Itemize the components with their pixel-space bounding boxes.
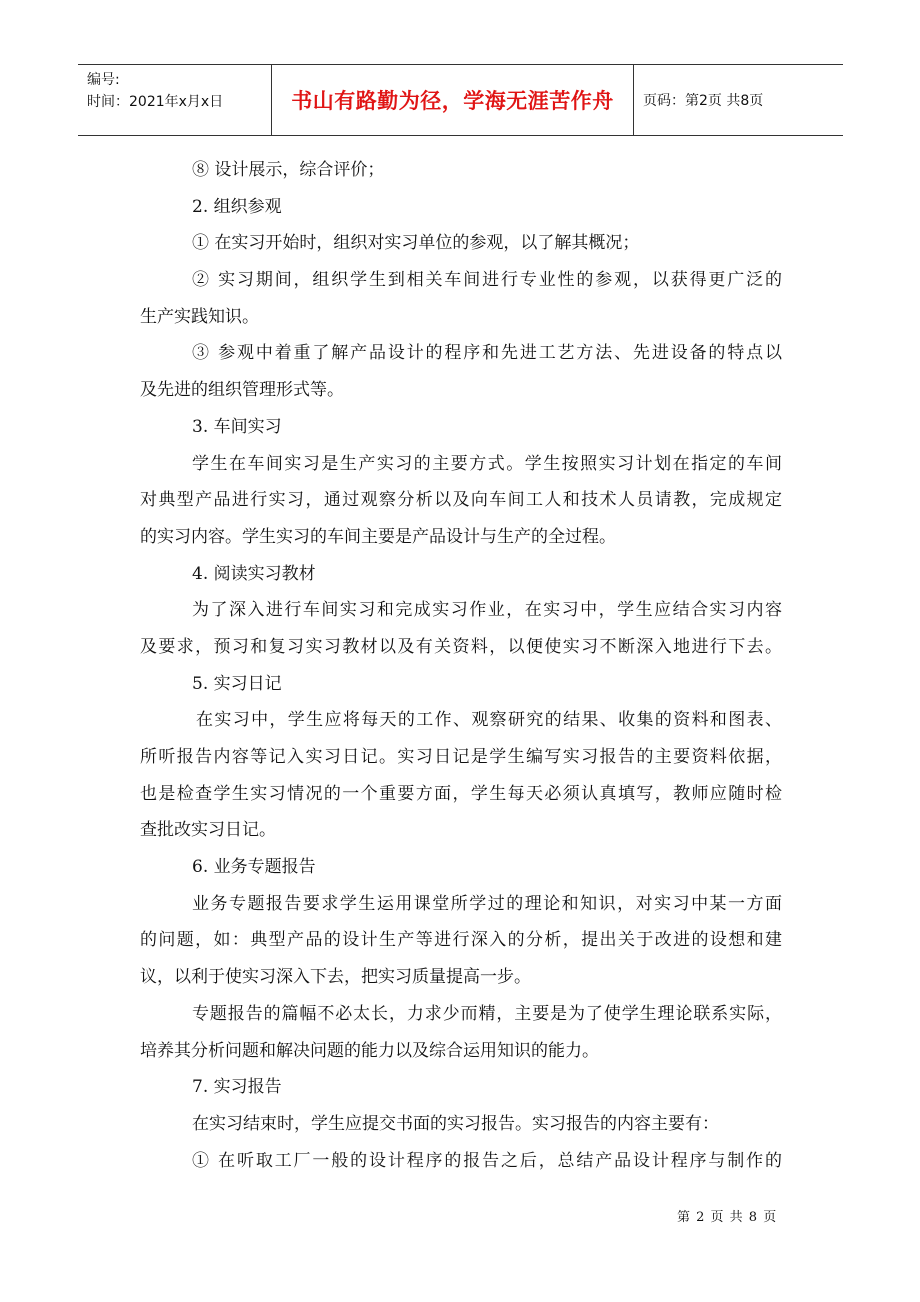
page-header	[78, 64, 843, 136]
section-heading: 7. 实习报告	[192, 1077, 282, 1098]
text-line: 培养其分析问题和解决问题的能力以及综合运用知识的能力。	[140, 1040, 599, 1061]
list-item: ① 在听取工厂一般的设计程序的报告之后，总结产品设计程序与制作的	[192, 1150, 782, 1171]
text-line: 及先进的组织管理形式等。	[140, 380, 344, 401]
header-motto-cell	[272, 65, 634, 135]
document-body	[140, 152, 782, 1179]
text-line: 也是检查学生实习情况的一个重要方面，学生每天必须认真填写，教师应随时检	[140, 783, 782, 804]
text-line: 的问题，如：典型产品的设计生产等进行深入的分析，提出关于改进的设想和建	[140, 930, 782, 951]
paragraph-line: 学生在车间实习是生产实习的主要方式。学生按照实习计划在指定的车间	[192, 453, 782, 474]
text-line: 所听报告内容等记入实习日记。实习日记是学生编写实习报告的主要资料依据，	[140, 747, 782, 767]
section-heading: 2. 组织参观	[192, 196, 282, 217]
text-line: 查批改实习日记。	[140, 820, 276, 841]
text-line: 对典型产品进行实习，通过观察分析以及向车间工人和技术人员请教，完成规定	[140, 490, 782, 511]
text-line: 及要求，预习和复习实习教材以及有关资料，以便使实习不断深入地进行下去。	[140, 636, 782, 657]
page-footer-number: 第 2 页 共 8 页	[677, 1210, 778, 1225]
section-heading: 5. 实习日记	[192, 673, 282, 694]
section-heading: 6. 业务专题报告	[192, 857, 316, 878]
header-page-label: 页码：第2页 共8页	[643, 93, 764, 109]
header-meta-cell	[78, 65, 272, 135]
paragraph-line: 为了深入进行车间实习和完成实习作业，在实习中，学生应结合实习内容	[192, 600, 782, 621]
paragraph-line: 业务专题报告要求学生运用课堂所学过的理论和知识，对实习中某一方面	[192, 893, 782, 914]
paragraph-line: 在实习中，学生应将每天的工作、观察研究的结果、收集的资料和图表、	[196, 710, 782, 731]
list-item: ① 在实习开始时，组织对实习单位的参观，以了解其概况；	[192, 233, 640, 254]
serial-number-label: 编号:	[87, 72, 120, 88]
header-page-cell	[634, 65, 843, 135]
header-motto: 书山有路勤为径，学海无涯苦作舟	[291, 89, 614, 113]
text-line: 议，以利于使实习深入下去，把实习质量提高一步。	[140, 967, 531, 988]
list-item: ⑧ 设计展示，综合评价；	[192, 160, 385, 180]
text-line: 生产实践知识。	[140, 306, 259, 327]
list-item: ③ 参观中着重了解产品设计的程序和先进工艺方法、先进设备的特点以	[192, 343, 782, 364]
paragraph-line: 专题报告的篇幅不必太长，力求少而精，主要是为了使学生理论联系实际，	[192, 1003, 782, 1024]
section-heading: 3. 车间实习	[192, 416, 282, 437]
list-item: ② 实习期间，组织学生到相关车间进行专业性的参观，以获得更广泛的	[192, 270, 782, 291]
section-heading: 4. 阅读实习教材	[192, 563, 316, 584]
text-line: 的实习内容。学生实习的车间主要是产品设计与生产的全过程。	[140, 526, 616, 547]
paragraph-line: 在实习结束时，学生应提交书面的实习报告。实习报告的内容主要有：	[192, 1113, 719, 1134]
time-label: 时间：2021年x月x日	[87, 94, 224, 110]
